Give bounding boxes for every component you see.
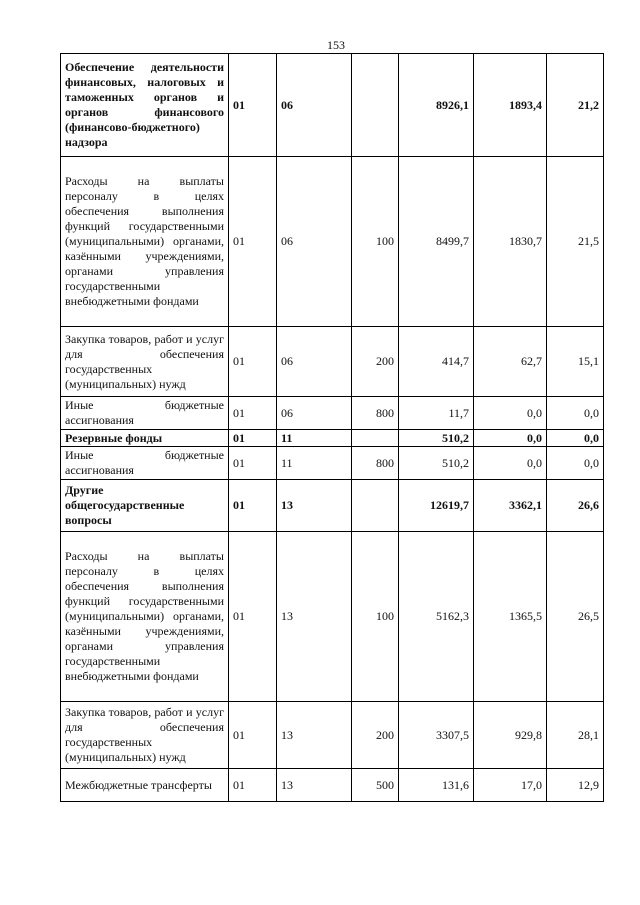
row-expense-type: 800	[352, 447, 399, 480]
row-subsection-code: 13	[277, 532, 352, 702]
row-expense-type: 100	[352, 532, 399, 702]
row-expense-type	[352, 54, 399, 157]
row-name: Межбюджетные трансферты	[61, 769, 229, 802]
row-fact-value: 0,0	[474, 447, 547, 480]
row-subsection-code: 06	[277, 157, 352, 327]
row-section-code: 01	[229, 430, 277, 447]
row-subsection-code: 11	[277, 430, 352, 447]
row-subsection-code: 13	[277, 480, 352, 532]
row-plan-value: 510,2	[399, 430, 474, 447]
table-row	[61, 480, 604, 532]
row-section-code: 01	[229, 480, 277, 532]
row-section-code: 01	[229, 532, 277, 702]
row-section-code: 01	[229, 157, 277, 327]
row-percent: 21,2	[547, 54, 604, 157]
row-plan-value: 131,6	[399, 769, 474, 802]
row-subsection-code: 13	[277, 769, 352, 802]
row-percent: 26,6	[547, 480, 604, 532]
row-percent: 28,1	[547, 702, 604, 769]
row-section-code: 01	[229, 769, 277, 802]
row-percent: 0,0	[547, 447, 604, 480]
row-expense-type: 200	[352, 702, 399, 769]
row-plan-value: 3307,5	[399, 702, 474, 769]
row-expense-type	[352, 430, 399, 447]
row-percent: 0,0	[547, 430, 604, 447]
row-expense-type: 100	[352, 157, 399, 327]
table-row	[61, 430, 604, 447]
table-row	[61, 397, 604, 430]
row-name: Резервные фонды	[61, 430, 229, 447]
row-fact-value: 929,8	[474, 702, 547, 769]
row-plan-value: 510,2	[399, 447, 474, 480]
row-section-code: 01	[229, 447, 277, 480]
row-percent: 21,5	[547, 157, 604, 327]
table-row	[61, 157, 604, 327]
row-fact-value: 1893,4	[474, 54, 547, 157]
row-plan-value: 8499,7	[399, 157, 474, 327]
row-subsection-code: 11	[277, 447, 352, 480]
row-section-code: 01	[229, 54, 277, 157]
row-subsection-code: 06	[277, 397, 352, 430]
row-fact-value: 0,0	[474, 430, 547, 447]
row-subsection-code: 06	[277, 327, 352, 397]
row-section-code: 01	[229, 397, 277, 430]
row-name: Закупка товаров, работ и услуг для обеспечения государственных (муниципальных) нужд	[61, 702, 229, 769]
table-row	[61, 532, 604, 702]
row-percent: 0,0	[547, 397, 604, 430]
row-percent: 26,5	[547, 532, 604, 702]
row-section-code: 01	[229, 327, 277, 397]
row-name: Другие общегосударственные вопросы	[61, 480, 229, 532]
row-subsection-code: 13	[277, 702, 352, 769]
row-expense-type: 200	[352, 327, 399, 397]
row-fact-value: 17,0	[474, 769, 547, 802]
row-plan-value: 11,7	[399, 397, 474, 430]
row-percent: 15,1	[547, 327, 604, 397]
row-subsection-code: 06	[277, 54, 352, 157]
row-name: Расходы на выплаты персоналу в целях обеспечения выполнения функций государственными (муниципальными) органами, казёнными учреждениями, органами управления государственными внебюджетными фондами	[61, 157, 229, 327]
row-fact-value: 0,0	[474, 397, 547, 430]
row-section-code: 01	[229, 702, 277, 769]
row-fact-value: 1365,5	[474, 532, 547, 702]
row-fact-value: 3362,1	[474, 480, 547, 532]
row-plan-value: 8926,1	[399, 54, 474, 157]
row-expense-type: 800	[352, 397, 399, 430]
row-name: Иные бюджетные ассигнования	[61, 397, 229, 430]
row-plan-value: 5162,3	[399, 532, 474, 702]
table-row	[61, 447, 604, 480]
table-row	[61, 54, 604, 157]
table-row	[61, 702, 604, 769]
row-fact-value: 1830,7	[474, 157, 547, 327]
row-fact-value: 62,7	[474, 327, 547, 397]
row-plan-value: 414,7	[399, 327, 474, 397]
row-plan-value: 12619,7	[399, 480, 474, 532]
page-number: 153	[327, 38, 345, 52]
row-name: Расходы на выплаты персоналу в целях обеспечения выполнения функций государственными (муниципальными) органами, казёнными учреждениями, органами управления государственными внебюджетными фондами	[61, 532, 229, 702]
row-name: Закупка товаров, работ и услуг для обеспечения государственных (муниципальных) нужд	[61, 327, 229, 397]
row-expense-type: 500	[352, 769, 399, 802]
row-percent: 12,9	[547, 769, 604, 802]
budget-table	[60, 53, 604, 802]
table-row	[61, 769, 604, 802]
row-expense-type	[352, 480, 399, 532]
row-name: Иные бюджетные ассигнования	[61, 447, 229, 480]
table-row	[61, 327, 604, 397]
row-name: Обеспечение деятельности финансовых, налоговых и таможенных органов и органов финансового (финансово-бюджетного) надзора	[61, 54, 229, 157]
